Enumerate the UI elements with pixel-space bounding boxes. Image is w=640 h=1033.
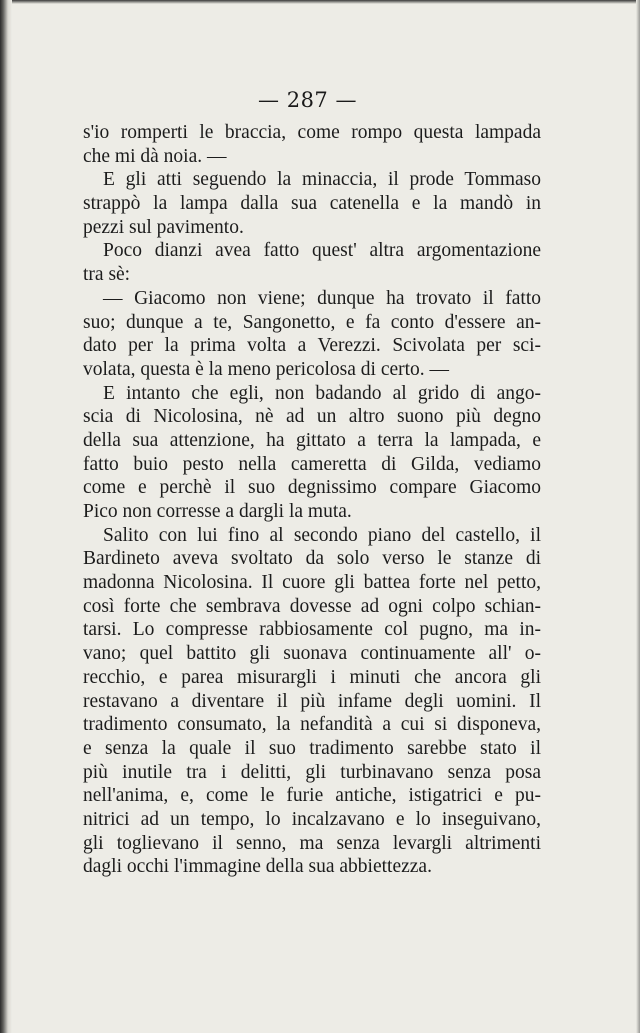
text-line: Poco dianzi avea fatto quest' altra argomentazione [103,240,541,262]
page-top-edge [0,0,640,4]
text-line: e senza la quale il suo tradimento sarebbe stato il [83,737,541,759]
text-line: vano; quel battito gli suonava continuamente all' o- [83,643,541,665]
text-line: come e perchè il suo degnissimo compare Giacomo [83,477,541,499]
text-line: madonna Nicolosina. Il cuore gli battea forte nel petto, [83,572,541,594]
text-line: fatto buio pesto nella cameretta di Gilda, vediamo [83,453,541,475]
text-line: — Giacomo non viene; dunque ha trovato il fatto [103,287,541,309]
page-binding-edge [0,0,12,1033]
text-line: tarsi. Lo compresse rabbiosamente col pugno, ma in- [83,619,541,641]
text-line: Pico non corresse a dargli la muta. [83,501,352,522]
text-line: gli toglievano il senno, ma senza levargli altrimenti [83,832,541,854]
text-line: più inutile tra i delitti, gli turbinavano senza posa [83,761,541,783]
text-line: che mi dà noia. — [83,145,227,167]
text-line: pezzi sul pavimento. [83,216,244,238]
text-line: nell'anima, e, come le furie antiche, istigatrici e pu- [83,785,541,807]
page-number: — 287 — [258,88,357,112]
text-line: Bardineto aveva svoltato da solo verso le stanze di [83,548,541,570]
text-line: nitrici ad un tempo, lo incalzavano e lo inseguivano, [83,808,541,830]
text-line: così forte che sembrava dovesse ad ogni colpo schian- [83,595,541,617]
text-line: suo; dunque a te, Sangonetto, e fa conto d'essere an- [83,311,541,333]
text-line: strappò la lampa dalla sua catenella e la mandò in [83,193,541,215]
text-line: scia di Nicolosina, nè ad un altro suono più degno [83,406,541,428]
text-line: della sua attenzione, ha gittato a terra la lampada, e [83,429,541,451]
text-line: restavano a diventare il più infame degli uomini. Il [83,690,541,712]
text-line: volata, questa è la meno pericolosa di certo. — [83,358,450,380]
text-line: s'io romperti le braccia, come rompo questa lampada [83,122,541,143]
text-line: tradimento consumato, la nefandità a cui si disponeva, [83,714,541,736]
text-line: tra sè: [83,264,131,286]
text-line: Salito con lui fino al secondo piano del castello, il [103,524,541,546]
text-line: recchio, e parea misurargli i minuti che ancora gli [83,666,541,688]
text-line: E gli atti seguendo la minaccia, il prode Tommaso [103,169,541,191]
text-line: E intanto che egli, non badando al grido di ango- [103,382,541,404]
text-line: dato per la prima volta a Verezzi. Scivolata per sci- [83,335,541,357]
body-text [83,121,541,879]
page-right-edge [636,0,640,1033]
text-line: dagli occhi l'immagine della sua abbiettezza. [83,856,432,878]
